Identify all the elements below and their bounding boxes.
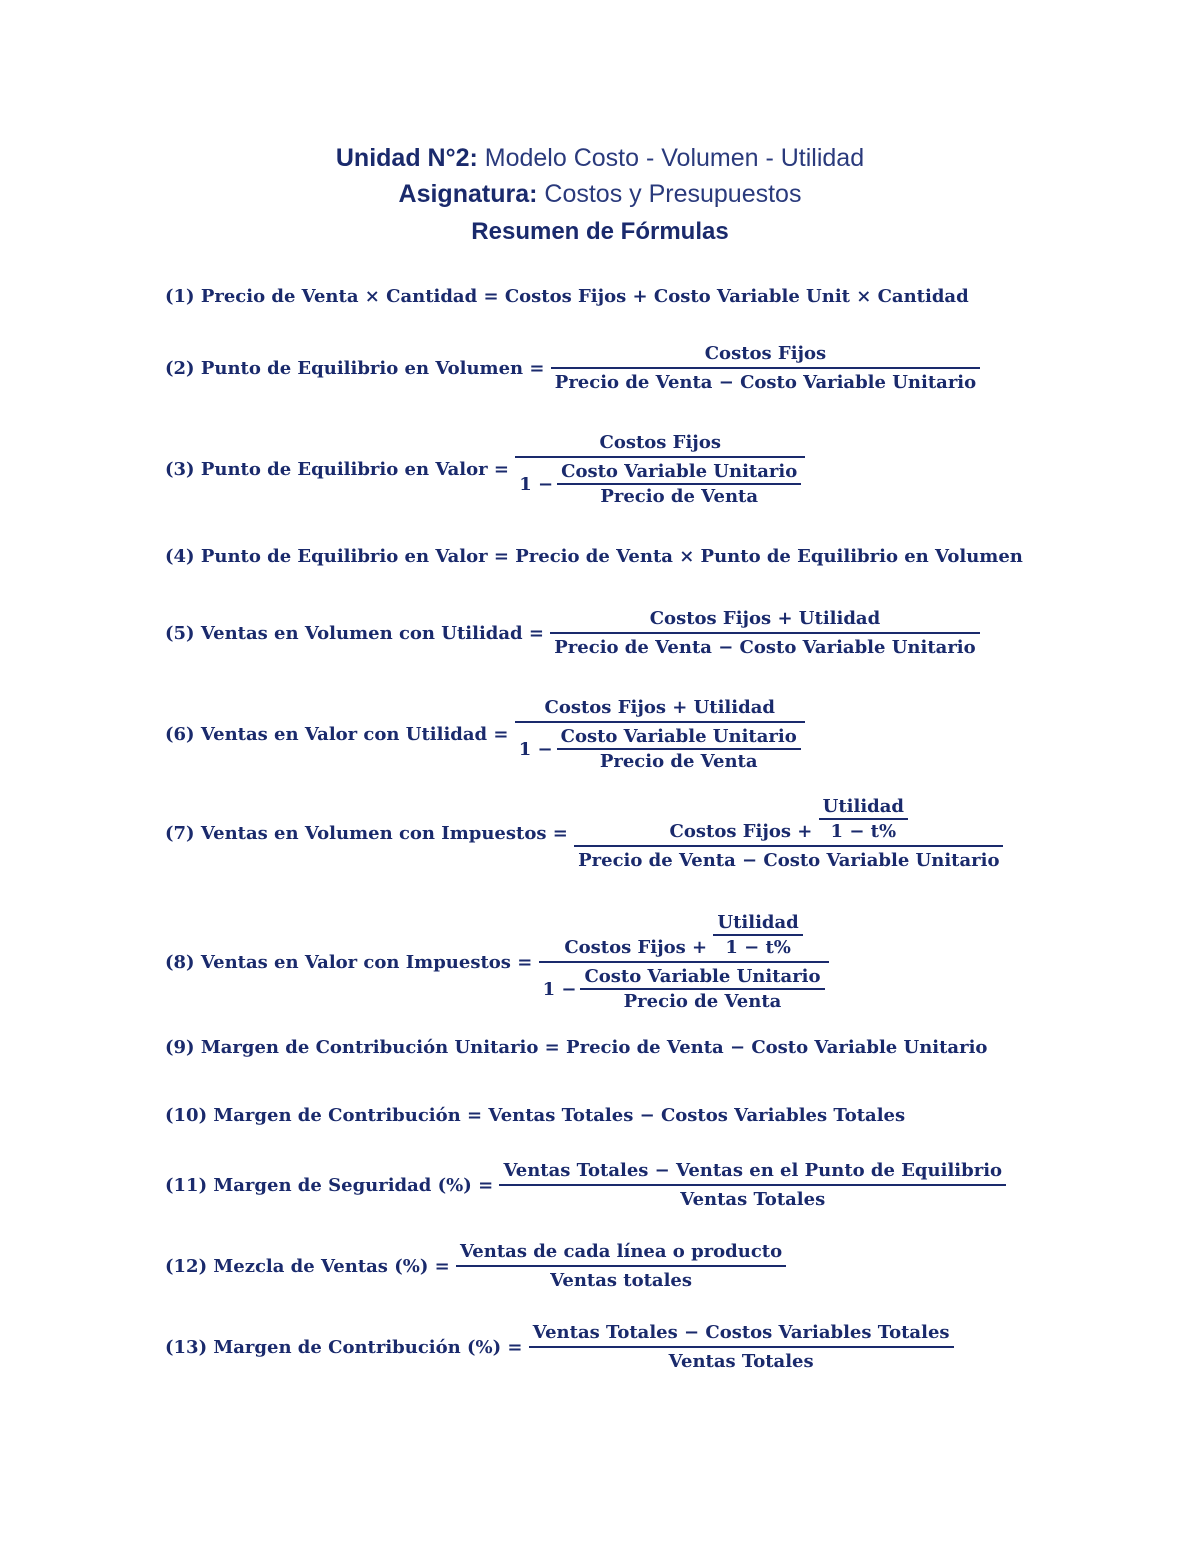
formula-8-numerator-prefix: Costos Fijos + — [564, 937, 708, 958]
formula-5-fraction — [550, 608, 979, 658]
unit-title: Modelo Costo - Volumen - Utilidad — [477, 144, 865, 172]
formula-12-fraction — [456, 1241, 786, 1291]
formula-6-denominator — [515, 723, 805, 772]
subject-line — [0, 176, 1200, 212]
formula-9-rhs: Precio de Venta − Costo Variable Unitario — [566, 1037, 988, 1058]
formula-6-inner-numerator: Costo Variable Unitario — [560, 726, 797, 747]
formula-5-lhs: (5) Ventas en Volumen con Utilidad = — [165, 622, 544, 644]
formula-6-inner-denominator: Precio de Venta — [599, 751, 758, 772]
unit-label: Unidad N°2: — [335, 144, 478, 172]
formula-6 — [165, 697, 805, 772]
formula-8-inner-denominator: Precio de Venta — [623, 991, 782, 1012]
formula-4-lhs: (4) Punto de Equilibrio en Valor = — [165, 546, 509, 567]
formula-2-denominator: Precio de Venta − Costo Variable Unitario — [554, 372, 977, 393]
formula-7-lhs: (7) Ventas en Volumen con Impuestos = — [165, 823, 568, 844]
formula-2-lhs: (2) Punto de Equilibrio en Volumen = — [165, 357, 545, 379]
formula-11-fraction — [499, 1160, 1006, 1210]
formula-13-fraction — [529, 1322, 954, 1372]
formula-5-numerator: Costos Fijos + Utilidad — [649, 608, 881, 629]
formula-8-utility-fraction — [713, 912, 802, 958]
formula-10-rhs: Ventas Totales − Costos Variables Totales — [488, 1105, 906, 1126]
formula-3-numerator: Costos Fijos — [599, 432, 721, 453]
formula-7-utility-fraction — [819, 796, 908, 842]
formula-12 — [165, 1241, 786, 1291]
formula-3-denominator — [515, 458, 805, 507]
formula-2-fraction — [551, 343, 980, 393]
formula-11-numerator: Ventas Totales − Ventas en el Punto de Equilibrio — [503, 1160, 1003, 1181]
formula-12-numerator: Ventas de cada línea o producto — [459, 1241, 783, 1262]
page-title: Resumen de Fórmulas — [471, 218, 729, 245]
formula-7-numerator-prefix: Costos Fijos + — [669, 821, 813, 842]
formula-11-denominator: Ventas Totales — [680, 1189, 826, 1210]
formula-13-lhs: (13) Margen de Contribución (%) = — [165, 1336, 523, 1358]
formula-8-utility-denominator: 1 − t% — [725, 937, 791, 958]
formula-8-fraction — [539, 912, 829, 1012]
document-header — [0, 140, 1200, 250]
formula-4 — [165, 546, 1023, 567]
formula-3-inner-denominator: Precio de Venta — [600, 486, 759, 507]
subject-title: Costos y Presupuestos — [537, 180, 802, 208]
formula-5 — [165, 608, 980, 658]
formula-10-lhs: (10) Margen de Contribución = — [165, 1105, 483, 1126]
formula-3-inner-fraction — [557, 461, 801, 507]
formula-7-numerator — [666, 796, 912, 845]
formula-7-fraction — [574, 796, 1003, 871]
formula-8-denominator — [539, 963, 829, 1012]
formula-8-numerator — [560, 912, 806, 961]
formula-8-inner-fraction — [580, 966, 824, 1012]
formula-10 — [165, 1105, 905, 1126]
formula-11 — [165, 1160, 1006, 1210]
formula-6-inner-fraction — [557, 726, 801, 772]
formula-12-lhs: (12) Mezcla de Ventas (%) = — [165, 1255, 450, 1277]
formula-6-numerator: Costos Fijos + Utilidad — [544, 697, 775, 718]
formula-6-fraction — [515, 697, 805, 772]
formula-2-numerator: Costos Fijos — [704, 343, 827, 364]
formula-4-rhs: Precio de Venta × Punto de Equilibrio en Volumen — [515, 546, 1023, 567]
formula-7-denominator: Precio de Venta − Costo Variable Unitario — [578, 850, 1000, 871]
subject-label: Asignatura: — [398, 180, 538, 208]
formula-1-rhs: Costos Fijos + Costo Variable Unit × Cantidad — [504, 286, 969, 307]
formula-6-lhs: (6) Ventas en Valor con Utilidad = — [165, 724, 509, 745]
formula-3-inner-numerator: Costo Variable Unitario — [561, 461, 798, 482]
one-minus: 1 − — [519, 473, 554, 495]
formula-8-inner-numerator: Costo Variable Unitario — [584, 966, 821, 987]
unit-line — [0, 140, 1200, 176]
one-minus: 1 − — [542, 978, 577, 1000]
formula-1 — [165, 286, 969, 307]
formula-2 — [165, 343, 980, 393]
formula-3 — [165, 432, 805, 507]
formula-7-utility-denominator: 1 − t% — [830, 821, 897, 842]
formula-8 — [165, 912, 829, 1012]
formula-13-denominator: Ventas Totales — [668, 1351, 814, 1372]
formula-11-lhs: (11) Margen de Seguridad (%) = — [165, 1174, 494, 1196]
formula-8-utility-numerator: Utilidad — [717, 912, 799, 933]
formula-3-lhs: (3) Punto de Equilibrio en Valor = — [165, 459, 509, 480]
formula-1-lhs: (1) Precio de Venta × Cantidad = — [165, 286, 499, 307]
formula-12-denominator: Ventas totales — [550, 1270, 693, 1291]
one-minus: 1 − — [518, 738, 553, 760]
formula-13-numerator: Ventas Totales − Costos Variables Totales — [532, 1322, 950, 1343]
formula-9 — [165, 1037, 987, 1058]
formula-13 — [165, 1322, 954, 1372]
formula-7-utility-numerator: Utilidad — [822, 796, 905, 817]
formula-3-fraction — [515, 432, 805, 507]
formula-7 — [165, 796, 1003, 871]
formula-8-lhs: (8) Ventas en Valor con Impuestos = — [165, 951, 533, 973]
formula-9-lhs: (9) Margen de Contribución Unitario = — [165, 1037, 560, 1058]
formula-5-denominator: Precio de Venta − Costo Variable Unitario — [554, 637, 976, 658]
